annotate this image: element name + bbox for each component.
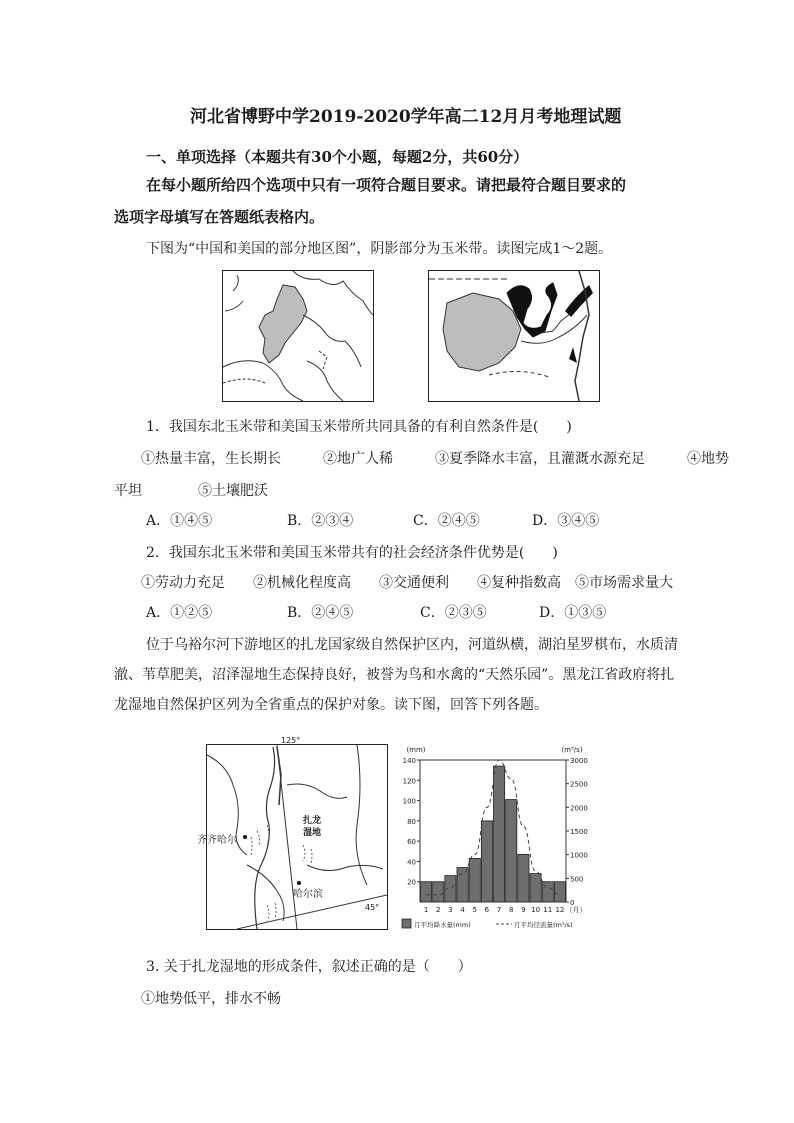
section-heading: 一、单项选择（本题共有30个小题，每题2分，共60分） (146, 148, 529, 166)
left-tick-label: 60 (407, 838, 416, 847)
latitude-label: 45° (365, 903, 380, 912)
q3-choices-line-a: ①地势低平，排水不畅 (141, 991, 281, 1007)
right-tick-label: 2500 (570, 780, 588, 789)
place-harbin: 哈尔滨 (293, 889, 323, 900)
right-tick-label: 1500 (570, 828, 588, 836)
left-tick-label: 100 (402, 797, 416, 806)
month-tick-label: 4 (460, 906, 465, 914)
q2-option-a[interactable]: A．①②⑤ (146, 605, 213, 621)
intro-text: 下图为“中国和美国的部分地区图”，阴影部分为玉米带。读图完成1～2题。 (146, 241, 613, 257)
q2-stem: 2．我国东北玉米带和美国玉米带共有的社会经济条件优势是( ) (146, 545, 558, 561)
precip-bar (469, 858, 480, 902)
place-qiqihar: 齐齐哈尔 (197, 835, 237, 846)
q2-choices-line-a: ①劳动力充足 ②机械化程度高 ③交通便利 ④复种指数高 ⑤市场需求量大 (141, 575, 673, 591)
precip-bar (494, 766, 505, 902)
precip-bar (457, 868, 468, 902)
passage-line-2: 澈、苇草肥美，沼泽湿地生态保持良好，被誉为鸟和水禽的“天然乐园”。黑龙江省政府将扎 (114, 667, 675, 683)
q1-stem: 1．我国东北玉米带和美国玉米带所共同具备的有利自然条件是( ) (146, 419, 572, 435)
month-tick-label: 12 (555, 906, 565, 914)
right-tick-label: 0 (570, 899, 575, 907)
month-tick-label: 3 (448, 906, 453, 914)
legend-bar-swatch (402, 919, 411, 928)
precip-bar (421, 882, 432, 902)
q1-choices-line-b: 平坦 ⑤土壤肥沃 (114, 483, 268, 499)
right-tick-label: 500 (570, 875, 584, 884)
place-zhalong: 扎龙 (303, 816, 322, 826)
q2-option-c[interactable]: C．②③⑤ (420, 605, 487, 621)
longitude-label: 125° (281, 736, 301, 745)
document-title: 河北省博野中学2019-2020学年高二12月月考地理试题 (190, 107, 622, 127)
q2-option-d[interactable]: D．①③⑤ (539, 605, 607, 621)
precip-bar (542, 882, 553, 902)
precip-bar (481, 821, 492, 902)
precip-bar (433, 882, 444, 902)
instruction-line-1: 在每小题所给四个选项中只有一项符合题目要求。请把最符合题目要求的 (146, 176, 627, 194)
left-tick-label: 20 (407, 878, 416, 887)
q1-option-a[interactable]: A．①④⑤ (146, 513, 213, 529)
precip-bar (530, 874, 541, 902)
right-tick-label: 1000 (570, 851, 588, 860)
q1-option-b[interactable]: B．②③④ (287, 513, 354, 529)
q1-option-d[interactable]: D．③④⑤ (532, 513, 600, 529)
left-axis-label: (mm) (406, 746, 426, 754)
place-wetland: 湿地 (303, 828, 322, 838)
precip-bar (518, 854, 529, 902)
passage-line-3: 龙湿地自然保护区列为全省重点的保护对象。读下图，回答下列各题。 (114, 697, 548, 713)
right-tick-label: 2000 (570, 804, 588, 813)
q3-stem: 3. 关于扎龙湿地的形成条件，叙述正确的是（ ） (146, 959, 472, 975)
q1-choices-line-a: ①热量丰富，生长期长 ②地广人稀 ③夏季降水丰富，且灌溉水源充足 ④地势 (141, 451, 729, 467)
legend-bar-label: 月平均降水量(mm) (414, 921, 471, 929)
usa-corn-belt-map (428, 270, 600, 402)
right-tick-label: 3000 (570, 757, 588, 765)
month-tick-label: 9 (521, 906, 526, 914)
legend-line-label: 月平均径流量(m³/s) (514, 921, 573, 929)
instruction-line-2: 选项字母填写在答题纸表格内。 (114, 208, 325, 226)
month-tick-label: 5 (472, 906, 477, 914)
q2-option-b[interactable]: B．②④⑤ (287, 605, 354, 621)
left-tick-label: 140 (402, 757, 416, 765)
month-tick-label: 1 (423, 906, 429, 914)
month-tick-label: 2 (436, 906, 441, 914)
month-tick-label: 8 (509, 906, 514, 914)
precip-bar (554, 882, 565, 902)
month-tick-label: 6 (484, 906, 490, 914)
precip-bar (506, 800, 517, 902)
zhalong-wetland-map (197, 736, 388, 930)
runoff-line (426, 760, 560, 895)
left-tick-label: 80 (407, 817, 416, 826)
month-tick-label: 7 (496, 906, 502, 914)
month-tick-label: 11 (543, 906, 553, 914)
x-unit-label: （月） (565, 906, 587, 914)
left-tick-label: 40 (407, 858, 416, 867)
left-tick-label: 120 (402, 777, 416, 786)
month-tick-label: 10 (531, 906, 541, 914)
q1-option-c[interactable]: C．②④⑤ (413, 513, 480, 529)
china-corn-belt-map (222, 270, 374, 402)
right-axis-label: (m³/s) (561, 746, 583, 754)
climate-chart (396, 738, 590, 934)
passage-line-1: 位于乌裕尔河下游地区的扎龙国家级自然保护区内，河道纵横，湖泊星罗棋布，水质清 (146, 637, 678, 653)
